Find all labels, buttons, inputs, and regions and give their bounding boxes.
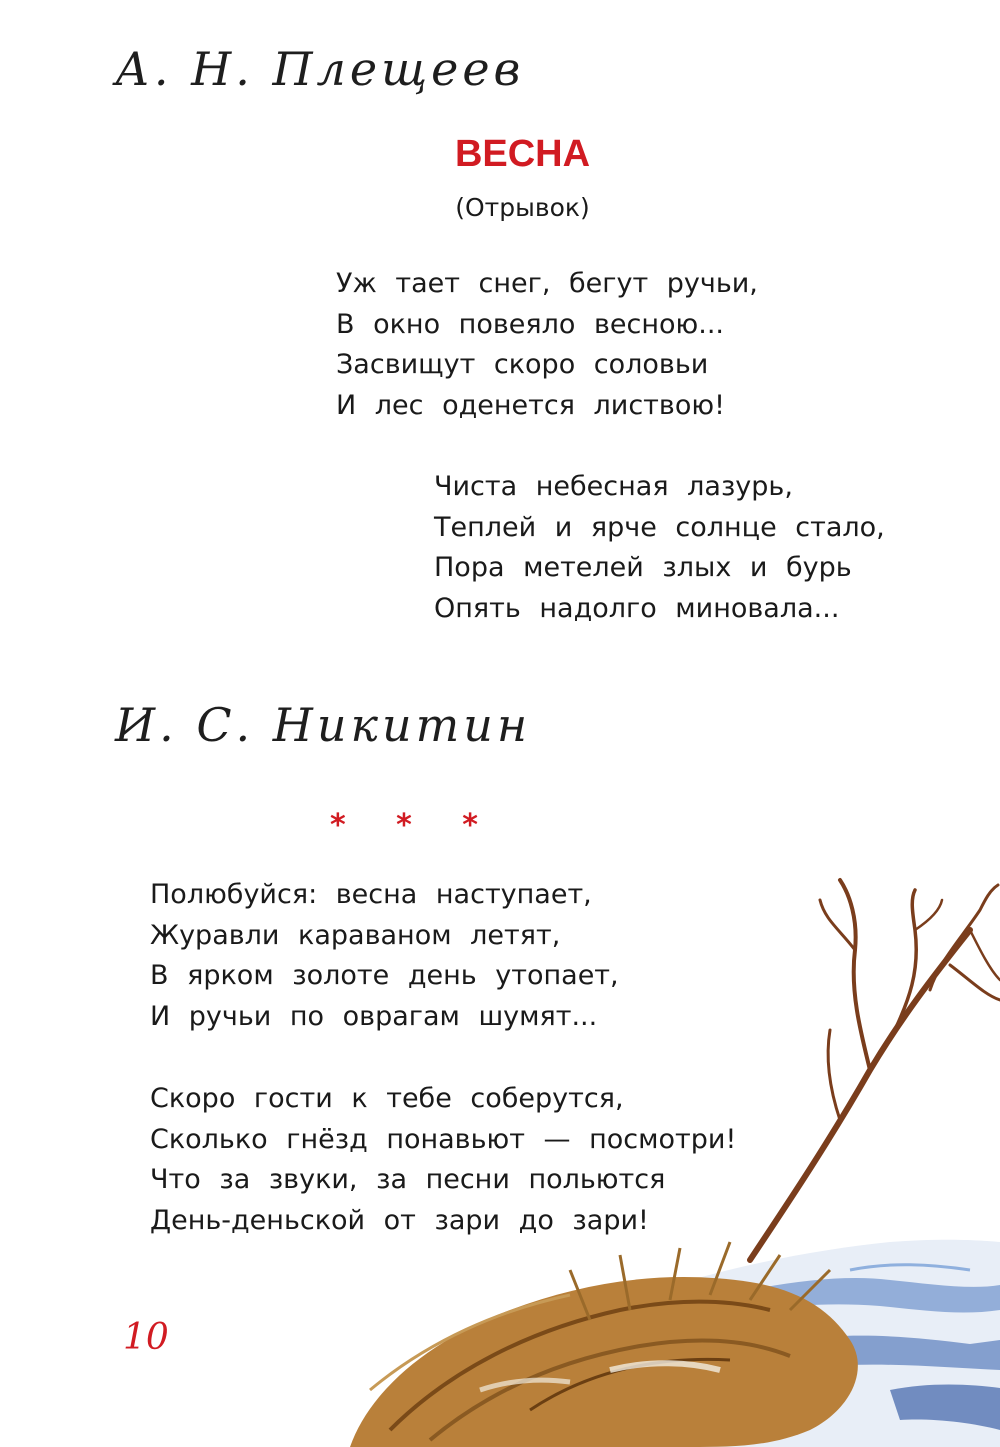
verse-line: Опять надолго миновала... — [434, 592, 840, 624]
stanza-1 — [336, 264, 758, 426]
author-name-pleshcheev: А. Н. Плещеев — [115, 42, 525, 96]
verse-line: Что за звуки, за песни польются — [150, 1164, 666, 1196]
author-name-nikitin: И. С. Никитин — [115, 698, 532, 752]
verse-line: Пора метелей злых и бурь — [434, 552, 852, 584]
verse-line: День-деньской от зари до зари! — [150, 1204, 649, 1236]
bare-branches — [750, 880, 1000, 1260]
verse-line: И ручьи по оврагам шумят... — [150, 1000, 598, 1032]
spring-branch-illustration — [330, 870, 1000, 1447]
poem-subtitle: (Отрывок) — [455, 193, 590, 222]
verse-line: Скоро гости к тебе соберутся, — [150, 1083, 624, 1114]
verse-line: Журавли караваном летят, — [150, 919, 561, 951]
poem-title: ВЕСНА — [454, 133, 591, 175]
verse-line: Чиста небесная лазурь, — [434, 471, 793, 502]
verse-line: Теплей и ярче солнце стало, — [434, 511, 885, 543]
verse-line: Сколько гнёзд понавьют — посмотри! — [150, 1123, 737, 1155]
verse-line: Полюбуйся: весна наступает, — [150, 879, 592, 910]
verse-line: Засвищут скоро соловьи — [336, 349, 709, 381]
verse-line: В окно повеяло весною... — [336, 308, 725, 340]
verse-line: И лес оденется листвою! — [336, 389, 725, 421]
page-number: 10 — [123, 1317, 169, 1358]
stanza-2 — [434, 467, 885, 629]
verse-line: Уж тает снег, бегут ручьи, — [336, 268, 758, 299]
asterisk-separator: * * * — [330, 808, 498, 843]
verse-line: В ярком золоте день утопает, — [150, 960, 619, 992]
